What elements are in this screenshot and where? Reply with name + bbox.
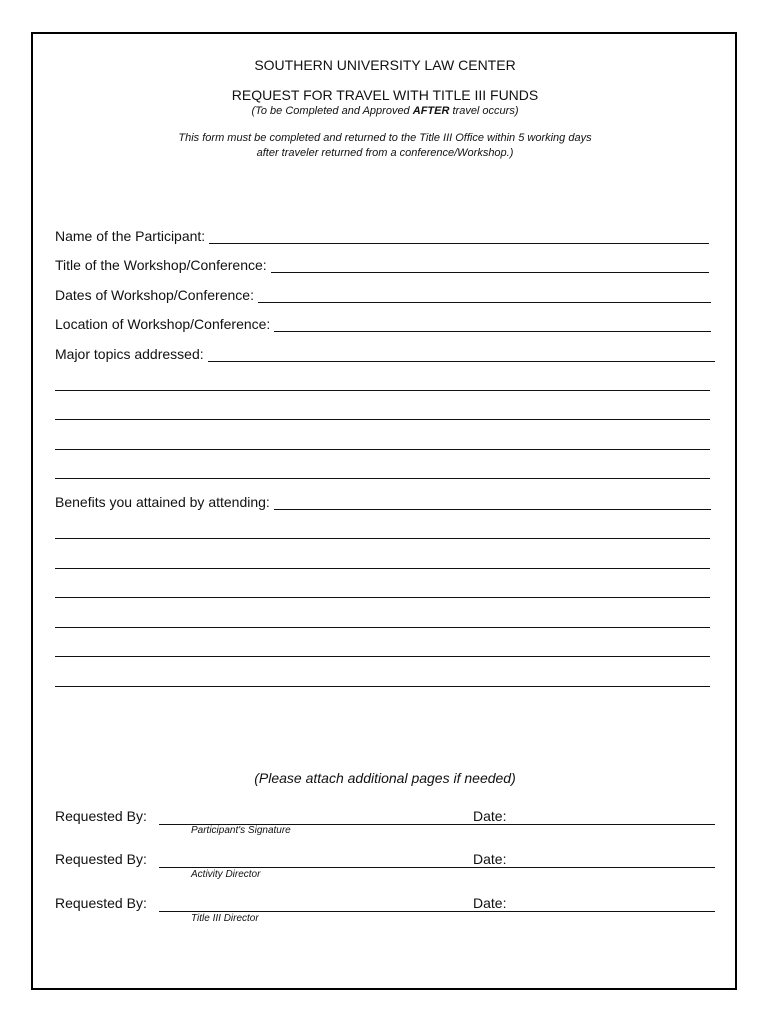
subtitle-pre: (To be Completed and Approved bbox=[251, 105, 413, 117]
signature-row-participant bbox=[55, 808, 717, 826]
date-label: Date: bbox=[473, 895, 507, 911]
signature-caption: Participant's Signature bbox=[191, 825, 291, 836]
requested-by-label: Requested By: bbox=[55, 808, 147, 824]
benefits-blank-line[interactable] bbox=[55, 596, 710, 598]
requested-by-label: Requested By: bbox=[55, 895, 147, 911]
dates-field[interactable] bbox=[55, 285, 711, 303]
subtitle-post: travel occurs) bbox=[449, 105, 519, 117]
signature-row-title-iii-director bbox=[55, 895, 717, 913]
benefits-blank-line[interactable] bbox=[55, 685, 710, 687]
location-label: Location of Workshop/Conference: bbox=[55, 316, 271, 332]
date-label: Date: bbox=[473, 808, 507, 824]
form-border bbox=[31, 32, 737, 990]
submission-notice bbox=[0, 131, 770, 161]
topics-blank-line[interactable] bbox=[55, 389, 710, 391]
form-subtitle bbox=[0, 105, 770, 117]
dates-input-line[interactable] bbox=[258, 290, 711, 303]
date-label: Date: bbox=[473, 851, 507, 867]
form-title: REQUEST FOR TRAVEL WITH TITLE III FUNDS bbox=[231, 87, 539, 103]
benefits-blank-line[interactable] bbox=[55, 537, 710, 539]
topics-blank-line[interactable] bbox=[55, 418, 710, 420]
topics-input-line[interactable] bbox=[208, 349, 715, 362]
title-iii-director-signature-line[interactable] bbox=[159, 911, 523, 912]
signature-caption: Title III Director bbox=[191, 913, 259, 924]
activity-director-signature-line[interactable] bbox=[159, 867, 523, 868]
signature-caption: Activity Director bbox=[191, 869, 261, 880]
location-field[interactable] bbox=[55, 314, 711, 332]
notice-line-2: after traveler returned from a conference/Workshop.) bbox=[256, 147, 514, 159]
date-input-line[interactable] bbox=[513, 824, 715, 825]
workshop-title-input-line[interactable] bbox=[271, 260, 709, 273]
benefits-field[interactable] bbox=[55, 492, 711, 510]
topics-field[interactable] bbox=[55, 344, 715, 362]
notice-line-1: This form must be completed and returned to the Title III Office within 5 working days bbox=[178, 132, 592, 144]
signature-row-activity-director bbox=[55, 851, 717, 869]
date-input-line[interactable] bbox=[513, 867, 715, 868]
workshop-title-label: Title of the Workshop/Conference: bbox=[55, 257, 267, 273]
subtitle-emphasis: AFTER bbox=[412, 105, 450, 117]
workshop-title-field[interactable] bbox=[55, 255, 709, 273]
participant-input-line[interactable] bbox=[209, 231, 709, 244]
benefits-label: Benefits you attained by attending: bbox=[55, 494, 270, 510]
requested-by-label: Requested By: bbox=[55, 851, 147, 867]
attach-note: (Please attach additional pages if needed) bbox=[254, 770, 516, 786]
date-input-line[interactable] bbox=[513, 911, 715, 912]
participant-field[interactable] bbox=[55, 226, 709, 244]
benefits-blank-line[interactable] bbox=[55, 626, 710, 628]
location-input-line[interactable] bbox=[274, 319, 711, 332]
topics-blank-line[interactable] bbox=[55, 477, 710, 479]
benefits-blank-line[interactable] bbox=[55, 655, 710, 657]
participant-label: Name of the Participant: bbox=[55, 228, 206, 244]
dates-label: Dates of Workshop/Conference: bbox=[55, 287, 254, 303]
benefits-input-line[interactable] bbox=[274, 497, 711, 510]
benefits-blank-line[interactable] bbox=[55, 567, 710, 569]
organization-name: SOUTHERN UNIVERSITY LAW CENTER bbox=[254, 57, 516, 73]
topics-label: Major topics addressed: bbox=[55, 346, 204, 362]
topics-blank-line[interactable] bbox=[55, 448, 710, 450]
